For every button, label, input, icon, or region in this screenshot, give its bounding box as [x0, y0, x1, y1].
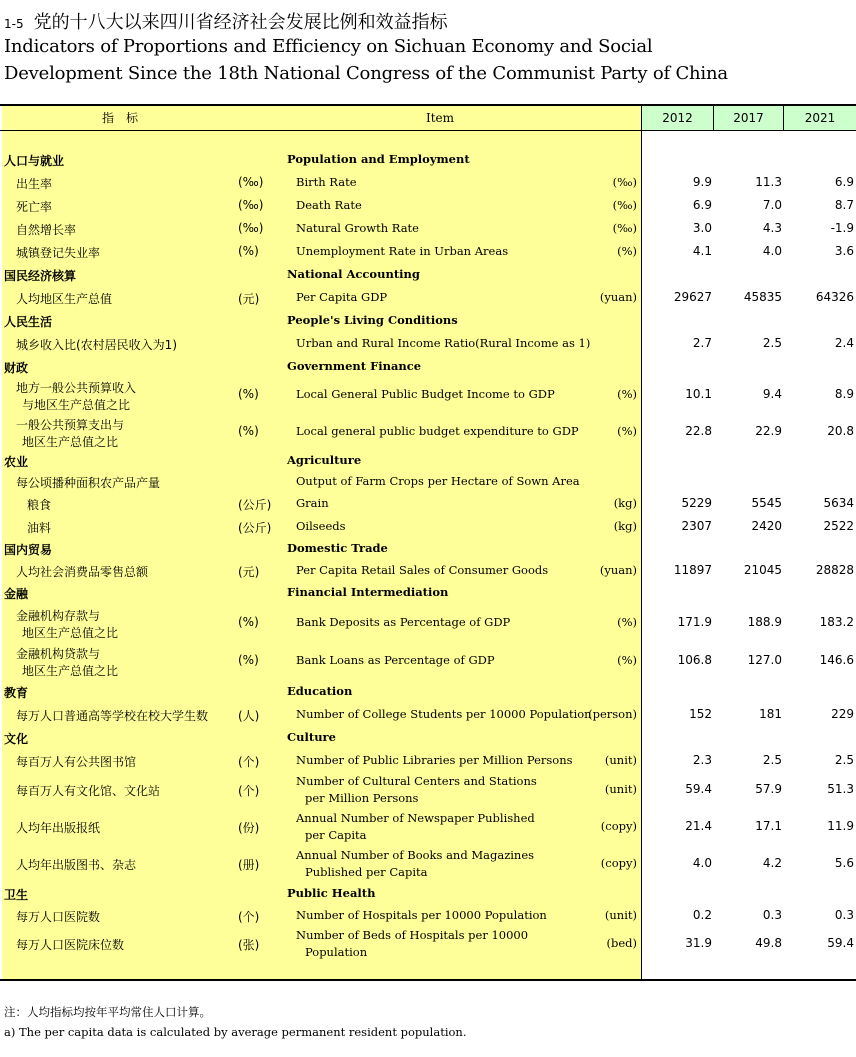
indicator-en: Local General Public Budget Income to GDP — [296, 387, 555, 401]
unit-en: (unit) — [604, 753, 637, 767]
unit-en: (‰) — [612, 175, 637, 189]
header-indicator-cn: 指 标 — [101, 111, 138, 125]
indicator-cn: 每公顷播种面积农产品产量 — [16, 476, 161, 490]
section-title-cn: 金融 — [4, 587, 29, 601]
value-cell: 3.6 — [834, 244, 854, 258]
indicator-en: Number of Public Libraries per Million Persons — [296, 753, 573, 767]
value-cell: 59.4 — [685, 782, 712, 796]
value-cell: 21.4 — [685, 819, 712, 833]
value-cell: 64326 — [815, 290, 854, 304]
indicator-en: Output of Farm Crops per Hectare of Sown Area — [296, 474, 580, 488]
value-cell: 2.7 — [692, 336, 712, 350]
unit-cn: (公斤) — [238, 521, 272, 535]
indicator-en: Number of Hospitals per 10000 Population — [296, 908, 547, 922]
unit-en: (‰) — [612, 198, 637, 212]
header-item-en: Item — [425, 111, 455, 125]
value-cell: 127.0 — [747, 653, 782, 667]
value-cell: 49.8 — [755, 936, 782, 950]
value-cell: 9.9 — [692, 175, 712, 189]
unit-cn: (张) — [238, 938, 260, 952]
unit-cn: (公斤) — [238, 498, 272, 512]
value-cell: 2.5 — [834, 753, 854, 767]
indicator-cn: 每百万人有文化馆、文化站 — [16, 784, 161, 798]
unit-en: (%) — [617, 244, 637, 258]
section-title-en: Government Finance — [287, 359, 422, 373]
indicator-cn: 出生率 — [16, 177, 53, 191]
value-cell: 59.4 — [827, 936, 854, 950]
indicator-cn: 地方一般公共预算收入 — [16, 380, 137, 395]
indicator-en: Annual Number of Books and Magazines — [296, 847, 535, 862]
section-title-en: Education — [287, 684, 353, 698]
table-bottom-rule — [0, 979, 856, 981]
section-title-en: National Accounting — [287, 267, 420, 281]
indicator-en: Oilseeds — [296, 519, 346, 533]
indicator-en: per Capita — [305, 827, 367, 842]
indicator-cn: 金融机构存款与 — [16, 608, 101, 623]
header-bottom-rule — [0, 130, 856, 131]
unit-en: (copy) — [600, 819, 637, 833]
value-cell: 11.3 — [755, 175, 782, 189]
value-cell: 152 — [689, 707, 712, 721]
value-cell: 2420 — [751, 519, 782, 533]
section-title-cn: 国内贸易 — [4, 543, 53, 557]
indicator-cn: 人均年出版图书、杂志 — [16, 858, 137, 872]
header-year: 2021 — [804, 111, 836, 125]
indicator-cn: 地区生产总值之比 — [22, 625, 119, 640]
indicator-cn: 地区生产总值之比 — [22, 663, 119, 678]
indicator-cn: 金融机构贷款与 — [16, 646, 101, 661]
value-cell: 4.0 — [692, 856, 712, 870]
header-year: 2012 — [662, 111, 693, 125]
section-title-en: Domestic Trade — [287, 541, 388, 555]
indicator-en: Bank Deposits as Percentage of GDP — [296, 615, 511, 629]
section-title-en: Population and Employment — [287, 152, 470, 166]
value-cell: 5.6 — [834, 856, 854, 870]
value-cell: 2522 — [823, 519, 854, 533]
unit-en: (kg) — [613, 519, 637, 533]
indicator-en: Per Capita Retail Sales of Consumer Goods — [296, 563, 549, 577]
value-cell: 181 — [759, 707, 782, 721]
unit-cn: (个) — [238, 910, 260, 924]
value-cell: 3.0 — [692, 221, 712, 235]
value-cell: 2.4 — [834, 336, 854, 350]
unit-cn: (%) — [238, 424, 259, 438]
section-title-cn: 教育 — [4, 686, 29, 700]
section-title-en: Culture — [287, 730, 336, 744]
value-cell: 9.4 — [762, 387, 782, 401]
unit-en: (%) — [617, 387, 637, 401]
unit-en: (kg) — [613, 496, 637, 510]
indicator-en: Bank Loans as Percentage of GDP — [296, 653, 495, 667]
indicator-cn: 一般公共预算支出与 — [16, 417, 125, 432]
unit-cn: (%) — [238, 244, 259, 258]
indicator-en: Local general public budget expenditure to GDP — [296, 424, 579, 438]
indicator-en: Published per Capita — [305, 864, 428, 879]
unit-en: (bed) — [606, 936, 637, 950]
section-title-cn: 财政 — [4, 361, 29, 375]
unit-cn: (元) — [238, 565, 260, 579]
value-cell: 4.1 — [692, 244, 712, 258]
table-number: 1-5 — [4, 17, 24, 31]
indicator-cn: 城镇登记失业率 — [16, 246, 101, 260]
value-cell: 5545 — [751, 496, 782, 510]
unit-en: (yuan) — [599, 290, 637, 304]
value-cell: 4.0 — [762, 244, 782, 258]
indicator-en: Death Rate — [296, 198, 362, 212]
unit-cn: (个) — [238, 784, 260, 798]
title-cn: 党的十八大以来四川省经济社会发展比例和效益指标 — [33, 12, 448, 33]
value-cell: 2307 — [681, 519, 712, 533]
section-title-cn: 卫生 — [4, 888, 29, 902]
unit-cn: (人) — [238, 709, 260, 723]
section-title-en: Financial Intermediation — [287, 585, 449, 599]
indicator-en: Annual Number of Newspaper Published — [296, 810, 535, 825]
value-cell: 57.9 — [755, 782, 782, 796]
value-cell: 183.2 — [819, 615, 854, 629]
value-cell: 11.9 — [827, 819, 854, 833]
indicator-en: Population — [305, 944, 368, 959]
unit-cn: (‰) — [238, 175, 264, 189]
footnote-cn: 注：人均指标均按年平均常住人口计算。 — [4, 1005, 211, 1019]
page-title — [4, 8, 448, 34]
value-cell: 229 — [831, 707, 854, 721]
value-cell: 8.9 — [834, 387, 854, 401]
indicator-en: Urban and Rural Income Ratio(Rural Income as 1) — [296, 336, 591, 350]
unit-en: (unit) — [604, 782, 637, 796]
value-cell: 7.0 — [762, 198, 782, 212]
value-cell: 0.2 — [692, 908, 712, 922]
value-cell: 4.2 — [762, 856, 782, 870]
value-cell: 0.3 — [762, 908, 782, 922]
section-title-cn: 农业 — [4, 455, 29, 469]
indicator-cn: 自然增长率 — [16, 223, 77, 237]
value-cell: 22.8 — [685, 424, 712, 438]
indicator-en: Number of College Students per 10000 Population — [296, 707, 592, 721]
indicator-cn: 每万人口医院数 — [16, 910, 101, 924]
value-cell: 20.8 — [827, 424, 854, 438]
unit-cn: (‰) — [238, 198, 264, 212]
value-cell: 6.9 — [692, 198, 712, 212]
value-cell: 188.9 — [747, 615, 782, 629]
section-title-cn: 人民生活 — [4, 315, 53, 329]
indicator-cn: 与地区生产总值之比 — [22, 397, 131, 412]
unit-en: (copy) — [600, 856, 637, 870]
indicator-en: Grain — [296, 496, 329, 510]
unit-en: (‰) — [612, 221, 637, 235]
value-cell: 2.5 — [762, 753, 782, 767]
indicator-cn: 死亡率 — [16, 200, 53, 214]
section-title-cn: 人口与就业 — [4, 154, 65, 168]
value-cell: 0.3 — [834, 908, 854, 922]
indicator-cn: 每万人口普通高等学校在校大学生数 — [16, 709, 209, 723]
value-cell: 51.3 — [827, 782, 854, 796]
unit-cn: (份) — [238, 821, 260, 835]
value-cell: 31.9 — [685, 936, 712, 950]
value-cell: -1.9 — [830, 221, 854, 235]
value-cell: 17.1 — [755, 819, 782, 833]
value-cell: 45835 — [743, 290, 782, 304]
indicator-cn: 人均年出版报纸 — [16, 821, 101, 835]
value-cell: 4.3 — [762, 221, 782, 235]
unit-en: (unit) — [604, 908, 637, 922]
title-en-line2: Development Since the 18th National Congress of the Communist Party of China — [4, 63, 728, 84]
value-cell: 106.8 — [677, 653, 712, 667]
indicator-cn: 油料 — [27, 521, 52, 535]
value-cell: 171.9 — [677, 615, 712, 629]
unit-cn: (%) — [238, 653, 259, 667]
indicator-en: Natural Growth Rate — [296, 221, 419, 235]
section-title-cn: 文化 — [4, 732, 29, 746]
value-cell: 21045 — [743, 563, 782, 577]
section-title-en: Agriculture — [287, 453, 362, 467]
indicator-cn: 粮食 — [27, 498, 52, 512]
value-cell: 5634 — [823, 496, 854, 510]
indicator-en: Number of Cultural Centers and Stations — [296, 773, 537, 788]
title-en-line1: Indicators of Proportions and Efficiency on Sichuan Economy and Social — [4, 36, 653, 57]
indicator-en: Number of Beds of Hospitals per 10000 — [296, 927, 529, 942]
unit-cn: (%) — [238, 387, 259, 401]
value-cell: 2.3 — [692, 753, 712, 767]
indicator-cn: 每百万人有公共图书馆 — [16, 755, 137, 769]
unit-cn: (册) — [238, 858, 260, 872]
unit-en: (%) — [617, 653, 637, 667]
indicator-en: per Million Persons — [305, 790, 419, 805]
value-cell: 22.9 — [755, 424, 782, 438]
indicator-cn: 人均地区生产总值 — [16, 292, 113, 306]
unit-en: (%) — [617, 424, 637, 438]
indicator-en: Unemployment Rate in Urban Areas — [296, 244, 509, 258]
column-divider — [641, 106, 642, 980]
indicator-cn: 城乡收入比(农村居民收入为1) — [16, 338, 177, 352]
unit-cn: (%) — [238, 615, 259, 629]
value-cell: 10.1 — [685, 387, 712, 401]
indicator-en: Birth Rate — [296, 175, 357, 189]
value-cell: 8.7 — [834, 198, 854, 212]
value-cell: 2.5 — [762, 336, 782, 350]
footnote-en: a) The per capita data is calculated by average permanent resident population. — [4, 1025, 467, 1039]
unit-en: (%) — [617, 615, 637, 629]
unit-cn: (元) — [238, 292, 260, 306]
unit-cn: (个) — [238, 755, 260, 769]
indicator-en: Per Capita GDP — [296, 290, 388, 304]
unit-en: (yuan) — [599, 563, 637, 577]
value-cell: 29627 — [673, 290, 712, 304]
header-year: 2017 — [733, 111, 764, 125]
section-title-en: People's Living Conditions — [287, 313, 458, 327]
value-cell: 146.6 — [819, 653, 854, 667]
unit-en: (person) — [588, 707, 637, 721]
unit-cn: (‰) — [238, 221, 264, 235]
value-cell: 6.9 — [834, 175, 854, 189]
section-title-en: Public Health — [287, 886, 376, 900]
value-cell: 28828 — [815, 563, 854, 577]
value-cell: 11897 — [673, 563, 712, 577]
indicator-cn: 地区生产总值之比 — [22, 434, 119, 449]
indicator-cn: 人均社会消费品零售总额 — [16, 565, 149, 579]
indicator-cn: 每万人口医院床位数 — [16, 938, 125, 952]
value-cell: 5229 — [681, 496, 712, 510]
section-title-cn: 国民经济核算 — [4, 269, 77, 283]
